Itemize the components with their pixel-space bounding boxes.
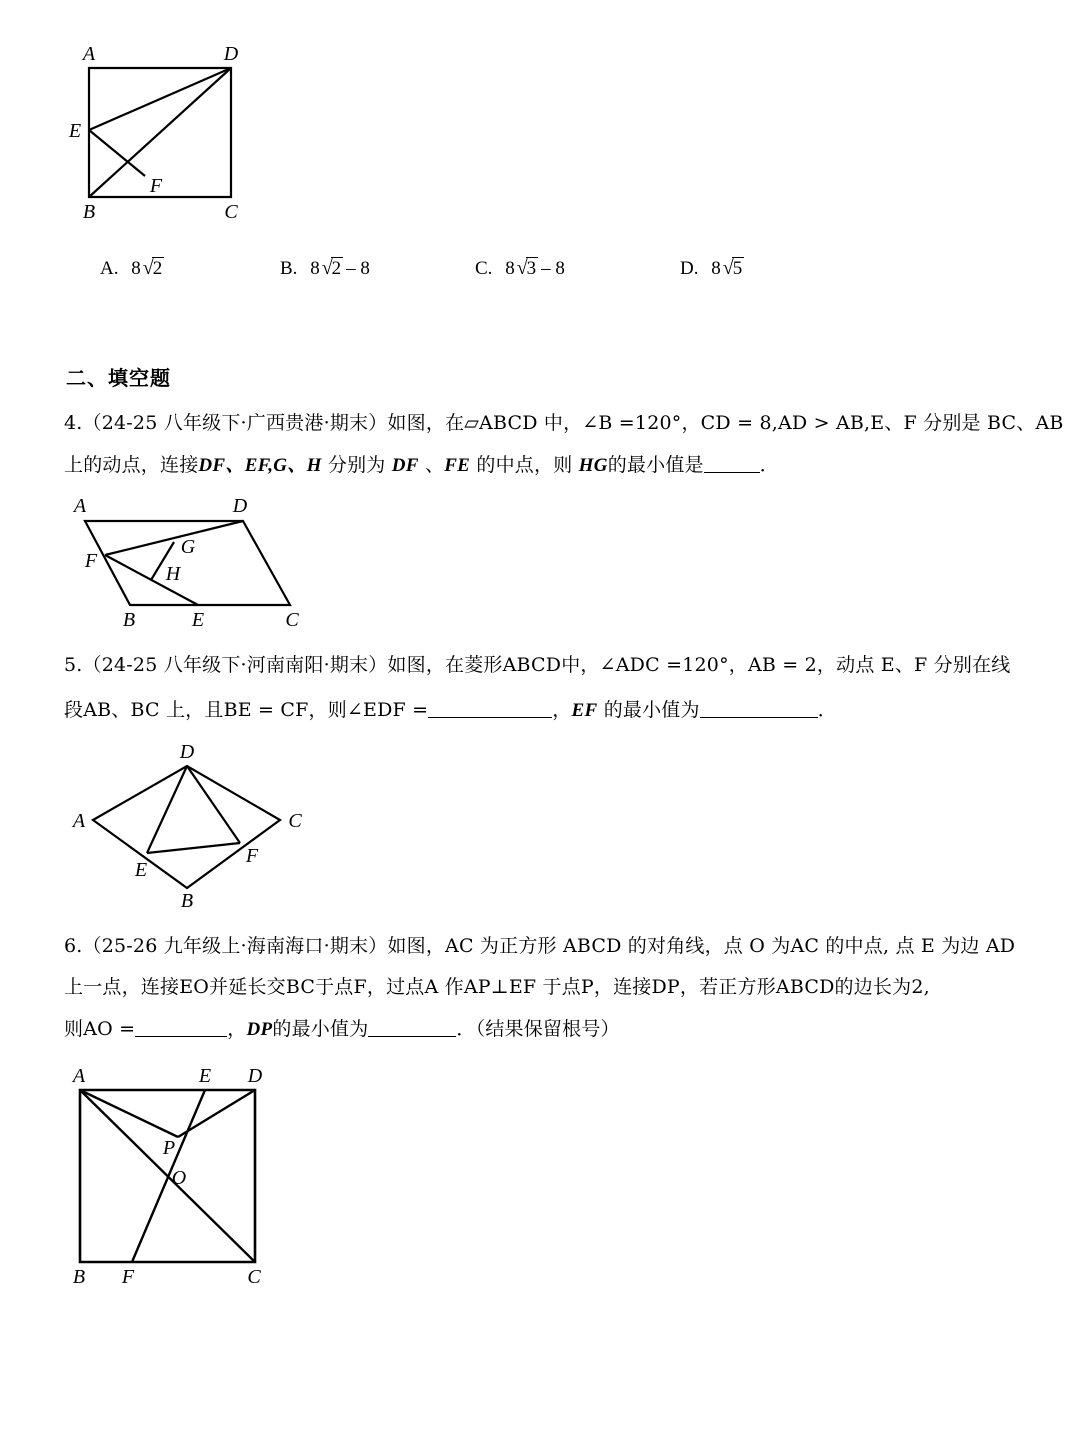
- q4-l2-seg9: 的最小值是: [607, 454, 704, 476]
- q6-l3-seg4: 的最小值为: [272, 1018, 369, 1040]
- q4-l2-seg8: HG: [578, 455, 608, 476]
- q5-l2-seg4: 的最小值为: [597, 699, 700, 721]
- q6-answer-blank-1[interactable]: [135, 1036, 227, 1037]
- q4-l2-seg10: ．: [759, 454, 779, 476]
- label-H: H: [165, 563, 181, 585]
- section-heading-fill-in-blanks: 二、填空题: [66, 366, 171, 390]
- label-P: P: [162, 1137, 176, 1159]
- option-c-radicand: 3: [526, 258, 537, 279]
- option-c-radical: √3: [516, 257, 537, 279]
- label-F: F: [84, 550, 98, 572]
- q5-l2-seg2: ，: [552, 699, 572, 721]
- option-a-radicand: 2: [152, 258, 163, 279]
- label-D: D: [179, 741, 195, 763]
- label-B: B: [82, 201, 96, 223]
- option-d-radicand: 5: [732, 258, 743, 279]
- option-c-label: C.: [475, 258, 493, 279]
- q4-answer-blank[interactable]: [704, 472, 760, 473]
- label-E: E: [191, 609, 205, 631]
- q5-l2-seg5: ．: [817, 699, 837, 721]
- q4-l2-seg2: DF、EF,G、H: [198, 455, 322, 476]
- q6-l3-seg1: 则AO =: [64, 1018, 136, 1040]
- label-B: B: [180, 890, 194, 912]
- figure-rhombus-abcd: [60, 740, 330, 910]
- q5-answer-blank-2[interactable]: [700, 717, 818, 718]
- label-C: C: [224, 201, 238, 223]
- label-B: B: [122, 609, 136, 631]
- segment-FD: [105, 521, 243, 555]
- label-D: D: [232, 495, 248, 517]
- q4-l2-seg1: 上的动点，连接: [64, 454, 199, 476]
- label-D: D: [247, 1065, 263, 1087]
- question6-line1: 6.（25-26 九年级上·海南海口·期末）如图，AC 为正方形 ABCD 的对角线，点 O 为AC 的中点, 点 E 为边 AD: [64, 935, 1016, 957]
- q5-answer-blank-1[interactable]: [428, 717, 552, 718]
- question4-line2: [64, 452, 779, 479]
- label-O: O: [171, 1167, 187, 1189]
- figure-parallelogram-abcd: [60, 495, 320, 635]
- q5-l2-seg1: 段AB、BC 上，且BE = CF，则∠EDF =: [64, 699, 429, 721]
- option-b-coef: 8: [310, 258, 320, 279]
- option-b[interactable]: [280, 258, 370, 280]
- q6-answer-blank-2[interactable]: [368, 1036, 456, 1037]
- label-A: A: [72, 1065, 86, 1087]
- label-F: F: [149, 175, 163, 197]
- q4-l2-seg5: 、: [418, 454, 445, 476]
- q4-l2-seg3: 分别为: [321, 454, 392, 476]
- option-b-tail: – 8: [346, 258, 370, 279]
- q4-l2-seg4: DF: [391, 455, 419, 476]
- option-d[interactable]: [680, 258, 744, 280]
- segment-ED: [89, 68, 231, 130]
- label-C: C: [285, 609, 299, 631]
- figure-square-abcd-eofp: [55, 1065, 305, 1315]
- segment-DP: [178, 1090, 255, 1137]
- segment-EF: [147, 843, 240, 853]
- label-F: F: [245, 845, 259, 867]
- label-F: F: [121, 1266, 135, 1288]
- q5-l2-seg3: EF: [571, 700, 598, 721]
- question5-line1: 5.（24-25 八年级下·河南南阳·期末）如图，在菱形ABCD中，∠ADC =120°，AB = 2，动点 E、F 分别在线: [64, 654, 1011, 676]
- option-b-radicand: 2: [331, 258, 342, 279]
- question4-line1: 4.（24-25 八年级下·广西贵港·期末）如图，在▱ABCD 中，∠B =120°，CD = 8,AD > AB,E、F 分别是 BC、AB: [64, 412, 1064, 434]
- q6-l3-seg5: ．（结果保留根号）: [456, 1018, 620, 1040]
- option-a-coef: 8: [131, 258, 141, 279]
- label-E: E: [134, 859, 148, 881]
- option-b-label: B.: [280, 258, 298, 279]
- figure-square-abcd-ef: [60, 35, 300, 225]
- segment-DF: [187, 766, 240, 843]
- label-G: G: [180, 536, 196, 558]
- q6-l3-seg2: ，: [227, 1018, 247, 1040]
- option-c-coef: 8: [505, 258, 515, 279]
- option-d-label: D.: [680, 258, 699, 279]
- label-A: A: [72, 810, 86, 832]
- question5-line2: [64, 697, 837, 724]
- q6-l3-seg3: DP: [246, 1019, 273, 1040]
- segment-EF: [132, 1090, 205, 1262]
- label-E: E: [68, 120, 82, 142]
- option-d-radical: √5: [722, 257, 743, 279]
- option-a-label: A.: [100, 258, 119, 279]
- segment-AP: [80, 1090, 178, 1137]
- option-a-radical: √2: [142, 257, 163, 279]
- label-C: C: [288, 810, 302, 832]
- label-C: C: [247, 1266, 261, 1288]
- option-b-radical: √2: [321, 257, 342, 279]
- label-B: B: [72, 1266, 86, 1288]
- question6-line2: 上一点，连接EO并延长交BC于点F，过点A 作AP⊥EF 于点P，连接DP，若正方形ABCD的边长为2,: [64, 976, 930, 998]
- q4-l2-seg6: FE: [444, 455, 471, 476]
- question3-options-row: [100, 258, 860, 298]
- segment-DE: [147, 766, 187, 853]
- option-c[interactable]: [475, 258, 565, 280]
- option-a[interactable]: [100, 258, 164, 280]
- rhombus-outline: [93, 766, 280, 888]
- label-A: A: [82, 43, 96, 65]
- label-E: E: [198, 1065, 212, 1087]
- option-c-tail: – 8: [541, 258, 565, 279]
- question6-line3: [64, 1016, 620, 1043]
- option-d-coef: 8: [711, 258, 721, 279]
- label-D: D: [223, 43, 239, 65]
- label-A: A: [73, 495, 87, 517]
- q4-l2-seg7: 的中点，则: [470, 454, 579, 476]
